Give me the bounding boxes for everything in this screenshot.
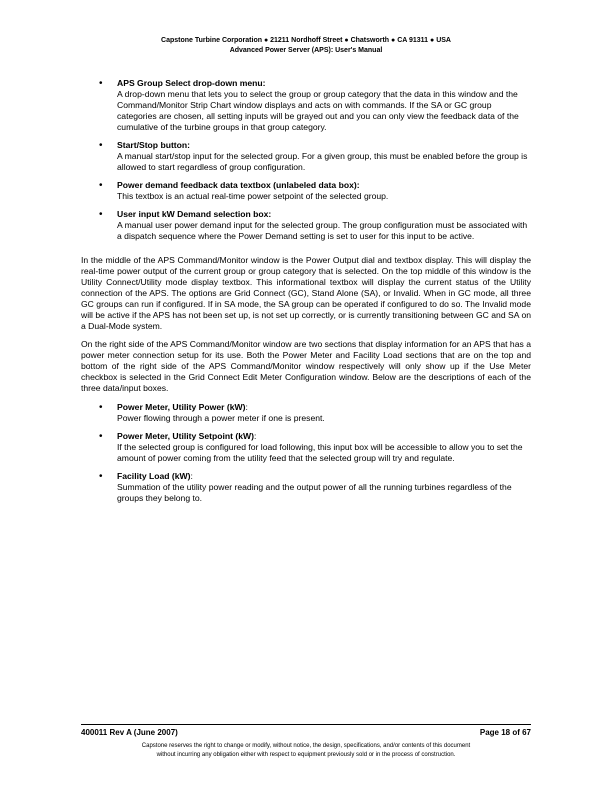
bullet-icon: • <box>99 78 103 89</box>
meter-descriptions-list <box>81 402 531 504</box>
power-meter-paragraph: On the right side of the APS Command/Monitor window are two sections that display information for an APS that has a power meter connection setup for its use. Both the Power Meter and Facility Load sections that are on the top and bottom of the right side of the APS Command/Monitor window respectively will only show up if the Use Meter checkbox is selected in the Grid Connect Edit Meter Configuration window. Below are the descriptions of each of the three data/input boxes. <box>81 339 531 393</box>
list-item <box>81 180 531 202</box>
bullet-icon: • <box>99 471 103 482</box>
list-item <box>81 431 531 464</box>
item-title: Power Meter, Utility Power (kW) <box>117 402 246 412</box>
item-text: Power flowing through a power meter if one is present. <box>117 413 325 423</box>
list-item <box>81 209 531 242</box>
page-content <box>81 78 531 511</box>
header-manual-title: Advanced Power Server (APS): User's Manual <box>229 47 383 54</box>
power-output-paragraph: In the middle of the APS Command/Monitor window is the Power Output dial and textbox display. This will display the real-time power output of the current group or group category that is selected. On the top middle of this window is the Utility Connect/Utility mode display textbox. This informational textbox will display the current status of the Utility connection of the APS. The options are Grid Connect (GC), Stand Alone (SA), or Invalid. When in GC mode, all three GC groups can run if configured. If in SA mode, the SA group can be operated if configured to do so. The Invalid mode will be active if the APS has not been set up, is not set up correctly, or is currently transitioning between GC and SA on a Dual-Mode system. <box>81 255 531 331</box>
footer-divider <box>81 724 531 725</box>
footer-disclaimer <box>81 742 531 760</box>
item-title: Power demand feedback data textbox (unlabeled data box): <box>117 180 360 190</box>
bullet-icon: • <box>99 180 103 191</box>
header-company-line: Capstone Turbine Corporation ● 21211 Nordhoff Street ● Chatsworth ● CA 91311 ● USA <box>161 37 451 44</box>
list-item <box>81 402 531 424</box>
bullet-icon: • <box>99 431 103 442</box>
item-text: A drop-down menu that lets you to select the group or group category that the data in this window and the Command/Monitor Strip Chart window displays and acts on with commands. If the SA or GC group categories are chosen, all setting inputs will be grayed out and you can only view the feedback data of the cumulative of the turbine groups in that group category. <box>117 89 519 132</box>
item-text: If the selected group is configured for load following, this input box will be accessible to allow you to set the amount of power coming from the utility feed that the selected group will try and regulate. <box>117 442 523 463</box>
footer-doc-id: 400011 Rev A (June 2007) <box>81 728 178 737</box>
item-title: Power Meter, Utility Setpoint (kW) <box>117 431 255 441</box>
footer-disclaimer-line: without incurring any obligation either with respect to equipment previously sold or in the process of construction. <box>156 752 456 758</box>
item-title: Start/Stop button: <box>117 140 191 150</box>
bullet-icon: • <box>99 209 103 220</box>
list-item <box>81 471 531 504</box>
item-title: APS Group Select drop-down menu: <box>117 78 266 88</box>
bullet-icon: • <box>99 402 103 413</box>
list-item <box>81 78 531 133</box>
item-text: Summation of the utility power reading and the output power of all the running turbines regardless of the groups they belong to. <box>117 482 512 503</box>
item-suffix: : <box>245 402 248 412</box>
item-suffix: : <box>254 431 257 441</box>
item-suffix: : <box>190 471 193 481</box>
item-text: This textbox is an actual real-time power setpoint of the selected group. <box>117 191 389 201</box>
item-text: A manual start/stop input for the selected group. For a given group, this must be enabled before the group is allowed to start regardless of group configuration. <box>117 151 528 172</box>
footer-disclaimer-line: Capstone reserves the right to change or modify, without notice, the design, specifications, and/or contents of this document <box>141 743 471 749</box>
item-text: A manual user power demand input for the selected group. The group configuration must be associated with a dispatch sequence where the Power Demand setting is set to user for this input to be active. <box>117 220 528 241</box>
item-title: Facility Load (kW) <box>117 471 191 481</box>
page-header <box>0 36 612 56</box>
item-title: User input kW Demand selection box: <box>117 209 272 219</box>
footer-page-number: Page 18 of 67 <box>479 728 531 737</box>
bullet-icon: • <box>99 140 103 151</box>
control-descriptions-list <box>81 78 531 242</box>
list-item <box>81 140 531 173</box>
